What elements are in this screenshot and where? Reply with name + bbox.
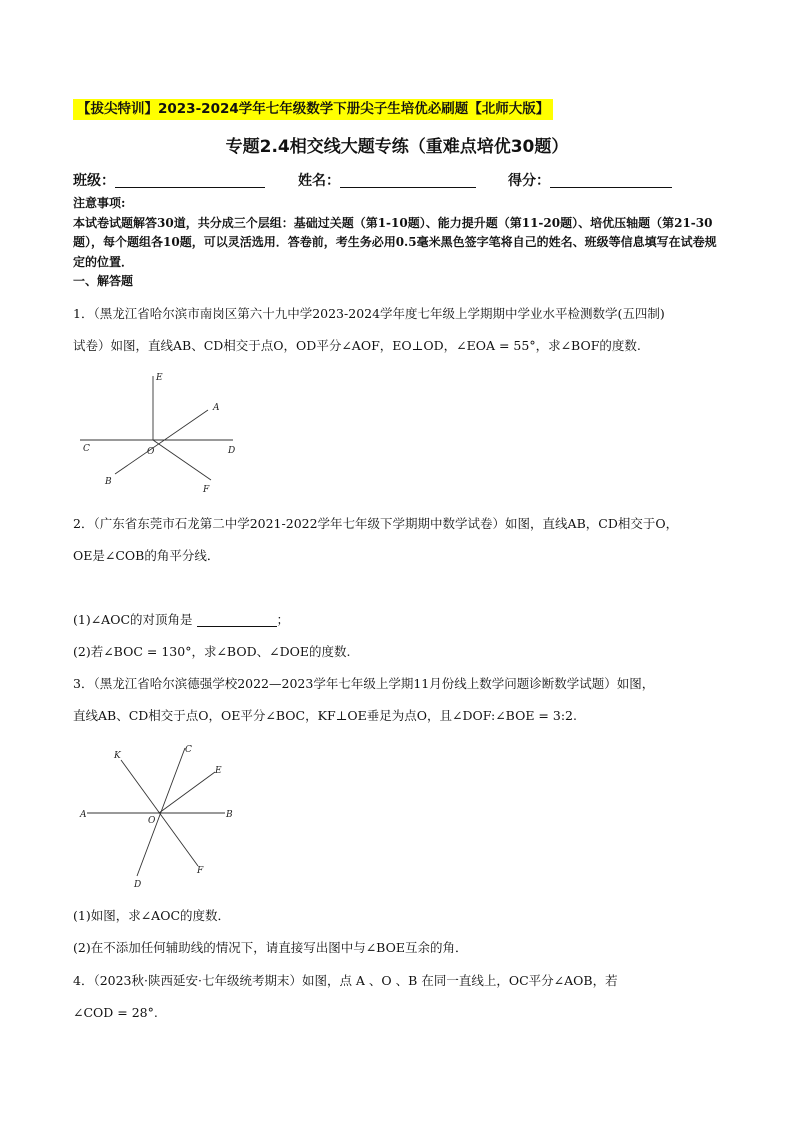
question-2 [73,508,728,572]
question-1-line-2: 试卷）如图，直线AB、CD相交于点O，OD平分∠AOF，EO⊥OD，∠EOA = 55°，求∠BOF的度数. [73,338,641,353]
question-1-line-1: 1．（黑龙江省哈尔滨市南岗区第六十九中学2023-2024学年度七年级上学期期中学业水平检测数学(五四制) [73,306,665,321]
label-b: B [105,477,112,487]
label-b: B [226,810,233,820]
question-2-part-2: (2)若∠BOC = 130°，求∠BOD、∠DOE的度数. [73,644,351,659]
ray-oe [159,772,215,813]
figure-1-diagram [73,368,243,498]
question-3 [73,668,728,732]
answer-blank[interactable] [197,612,277,627]
class-field [73,170,265,192]
label-e: E [215,766,222,776]
label-c: C [83,444,90,454]
name-field [298,170,476,192]
question-3-part-2: (2)在不添加任何辅助线的情况下，请直接写出图中与∠BOE互余的角． [73,940,468,955]
name-label: 姓名： [298,173,340,189]
label-d: D [134,880,142,890]
question-2-line-1: 2．（广东省东莞市石龙第二中学2021-2022学年七年级下学期期中数学试卷）如图，直线AB，CD相交于O， [73,516,679,531]
section-heading: 一、解答题 [73,274,134,288]
label-o: O [147,447,155,457]
question-1 [73,298,728,362]
question-3-parts [73,900,728,964]
label-o: O [148,816,156,826]
question-3-part-1: (1)如图，求∠AOC的度数． [73,908,231,923]
line-ab [115,410,208,474]
name-blank[interactable] [340,171,476,188]
question-2-line-2: OE是∠COB的角平分线． [73,548,220,563]
label-d: D [228,446,236,456]
score-blank[interactable] [550,171,672,188]
question-4 [73,965,728,1029]
question-3-line-2: 直线AB、CD相交于点O，OE平分∠BOC，KF⊥OE垂足为点O，且∠DOF:∠BOE = 3:2. [73,708,577,723]
class-label: 班级： [73,173,115,189]
question-2-parts [73,604,728,668]
question-4-line-1: 4．（2023秋·陕西延安·七年级统考期末）如图，点 A 、O 、B 在同一直线上，OC平分∠AOB，若 [73,973,618,988]
question-2-part-1: (1)∠AOC的对顶角是 ； [73,612,290,627]
score-field [508,170,672,192]
label-k: K [114,751,121,761]
label-e: E [156,373,163,383]
question-4-line-2: ∠COD = 28°. [73,1005,158,1020]
label-c: C [185,745,192,755]
question-3-line-1: 3．（黑龙江省哈尔滨德强学校2022—2023学年七年级上学期11月份线上数学问题诊断数学试题）如图， [73,676,655,691]
figure-3-diagram [73,740,248,892]
label-f: F [197,866,204,876]
notes-body: 本试卷试题解答30道，共分成三个层组：基础过关题（第1-10题）、能力提升题（第11-20题）、培优压轴题（第21-30题），每个题组各10题，可以灵活选用．答卷前，考生务必用0.5毫米黑色签字笔将自己的姓名、班级等信息填写在试卷规定的位置． [73,215,717,269]
notes-heading: 注意事项: [73,196,126,210]
notes-block [73,194,723,292]
ray-of [153,440,211,480]
series-banner: 【拔尖特训】2023-2024学年七年级数学下册尖子生培优必刷题【北师大版】 [73,99,553,120]
label-a: A [213,403,220,413]
class-blank[interactable] [115,171,265,188]
label-a: A [80,810,87,820]
label-f: F [203,485,210,495]
page-title: 专题2.4相交线大题专练（重难点培优30题） [225,137,569,157]
score-label: 得分： [508,173,550,189]
